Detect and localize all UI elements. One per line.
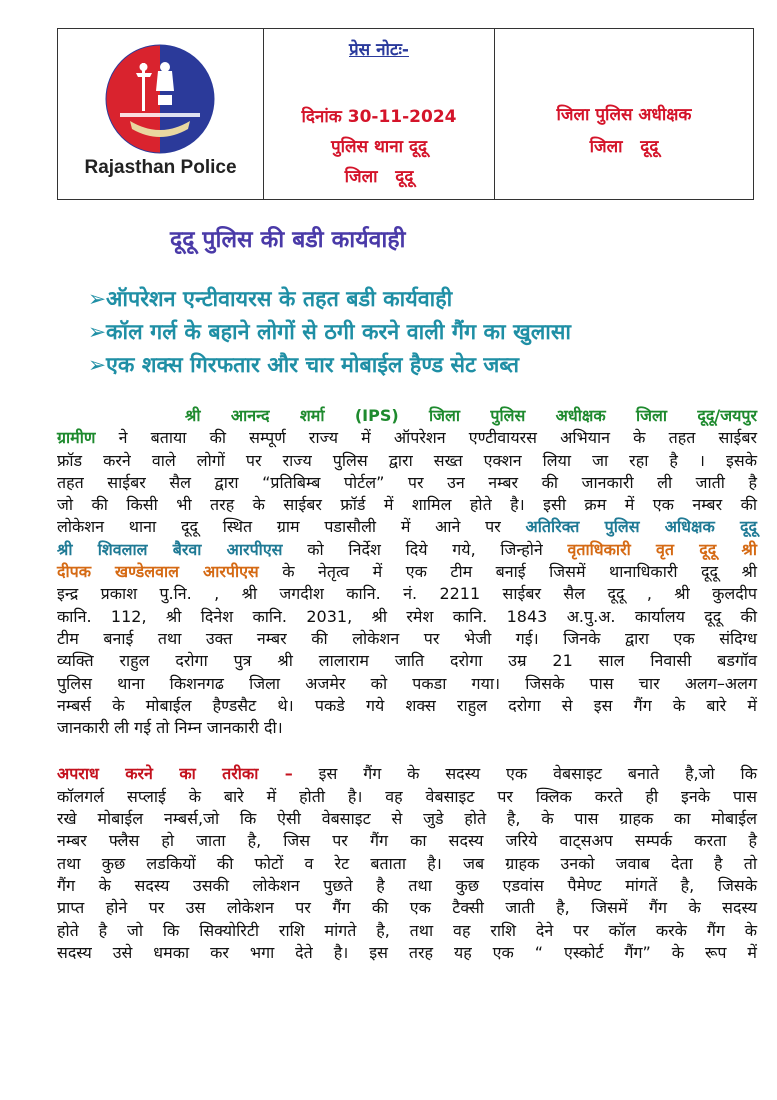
text-line: टीम बनाई तथा उक्त नम्बर की लोकेशन पर भेजी गई। जिनके द्वारा एक संदिग्ध (57, 628, 757, 648)
text-line: जो की किसी भी तरह के साईबर फ्रॉर्ड में शामिल होते है। इसी क्रम में एक नम्बर की (57, 495, 757, 515)
bullet-item: ➢एक शक्स गिरफतार और चार मोबाईल हैण्ड सेट जब्त (88, 353, 519, 378)
text-line: इन्द्र प्रकाश पु.नि. , श्री जगदीश कानि. नं. 2211 साईबर सैल दूदू , श्री कुलदीप (57, 584, 757, 604)
text-run: लोकेशन थाना दूदू स्थित ग्राम पडासौली में आने पर (57, 517, 526, 537)
text-run: के नेतृत्व में एक टीम बनाई जिसमें थानाधिकारी दूदू श्री (258, 562, 758, 582)
text-line: होते है जो कि सिक्योरिटी राशि मांगते है, तथा वह राशि देने पर कॉल करके गैंग के (57, 920, 757, 940)
text-run: इस गैंग के सदस्य एक वेबसाइट बनाते है,जो कि (292, 764, 757, 784)
text-line: प्राप्त होने पर उस लोकेशन पर गैंग की एक टैक्सी जाती है, जिसमें गैंग के सदस्य (57, 898, 757, 918)
co-title: वृताधिकारी वृत दूदू श्री (567, 539, 757, 559)
press-note-cell (264, 29, 495, 200)
co-name: दीपक खण्डेलवाल आरपीएस (57, 562, 259, 582)
press-note-label: प्रेस नोटः- (349, 40, 409, 60)
police-station: पुलिस थाना दूदू (330, 137, 428, 157)
paragraph-1 (57, 405, 757, 739)
rajasthan-police-emblem-icon (100, 43, 220, 155)
paragraph-2 (57, 763, 757, 964)
text-line: गैंग के सदस्य उसकी लोकेशन पुछते है तथा कुछ एडवांस पैमेण्ट मांगतें है, जिसके (57, 875, 757, 895)
crime-method-label: अपराध करने का तरीका – (57, 764, 293, 784)
text-line: नम्बर फ्लैस हो जाता है, जिस पर गैंग का सदस्य जरिये वाट्सअप सम्पर्क करता है (57, 831, 757, 851)
text-line: तथा कुछ लडकियों की फोटों व रेट बताता है। जब ग्राहक उनको जवाब देता है तो (57, 853, 757, 873)
sp-name: श्री आनन्द शर्मा (IPS) जिला पुलिस अधीक्षक जिला दूदू/जयपुर (185, 406, 757, 425)
press-date: दिनांक 30-11-2024 (301, 107, 457, 127)
bullet-item: ➢कॉल गर्ल के बहाने लोगों से ठगी करने वाली गैंग का खुलासा (88, 320, 571, 345)
text-line: कॉलगर्ल सप्लाई के बारे में होती है। वह वेबसाइट पर क्लिक करते ही इनके पास (57, 786, 757, 806)
text-line: रखे मोबाईल नम्बर्स,जो कि ऐसी वेबसाइट से जुडे होते है, के पास ग्राहक का मोबाईल (57, 809, 757, 829)
sp-name-cont: ग्रामीण (57, 428, 96, 448)
office-cell (495, 29, 754, 200)
bullet-item: ➢ऑपरेशन एन्टीवायरस के तहत बडी कार्यवाही (88, 287, 453, 312)
office-title: जिला पुलिस अधीक्षक (556, 105, 692, 125)
asp-title: अतिरिक्त पुलिस अधिक्षक दूदू (525, 517, 757, 537)
page-headline: दूदू पुलिस की बडी कार्यवाही (170, 227, 406, 253)
district-right: जिला दूदू (589, 137, 659, 157)
text-line: पुलिस थाना किशनगढ जिला अजमेर को पकडा गया। जिसके पास चार अलग–अलग (57, 673, 757, 693)
text-run: ने बताया की सम्पूर्ण राज्य में ऑपरेशन एण्टीवायरस अभियान के तहत साईबर (95, 428, 757, 448)
highlight-bullets (88, 283, 768, 382)
logo-text: Rajasthan Police (84, 157, 237, 178)
press-note-header-table (57, 28, 754, 200)
text-line: सदस्य उसे धमका कर भगा देते है। इस तरह यह एक “ एस्कोर्ट गैंग” के रूप में (57, 942, 757, 962)
asp-name: श्री शिवलाल बैरवा आरपीएस (57, 539, 283, 559)
text-run: को निर्देश दिये गये, जिन्होने (282, 539, 568, 559)
text-line: तहत साईबर सैल द्वारा “प्रतिबिम्ब पोर्टल” पर उन नम्बर की जानकारी ली जाती है (57, 472, 757, 492)
logo-cell (58, 29, 264, 200)
text-line: नम्बर्स के मोबाईल हैण्डसैट थे। पकडे गये शक्स राहुल दरोगा से इस गैंग के बारे में (57, 695, 757, 715)
text-line: व्यक्ति राहुल दरोगा पुत्र श्री लालाराम जाति दरोगा उम्र 21 साल निवासी बडगॉव (57, 651, 757, 671)
district-mid: जिला दूदू (344, 167, 414, 187)
text-line: जानकारी ली गई तो निम्न जानकारी दी। (57, 718, 283, 738)
press-body (57, 405, 757, 964)
text-line: फ्रॉड करने वाले लोगों पर राज्य पुलिस द्वारा सख्त एक्शन लिया जा रहा है । इसके (57, 450, 757, 470)
text-line: कानि. 112, श्री दिनेश कानि. 2031, श्री रमेश कानि. 1843 अ.पु.अ. कार्यालय दूदू की (57, 606, 757, 626)
